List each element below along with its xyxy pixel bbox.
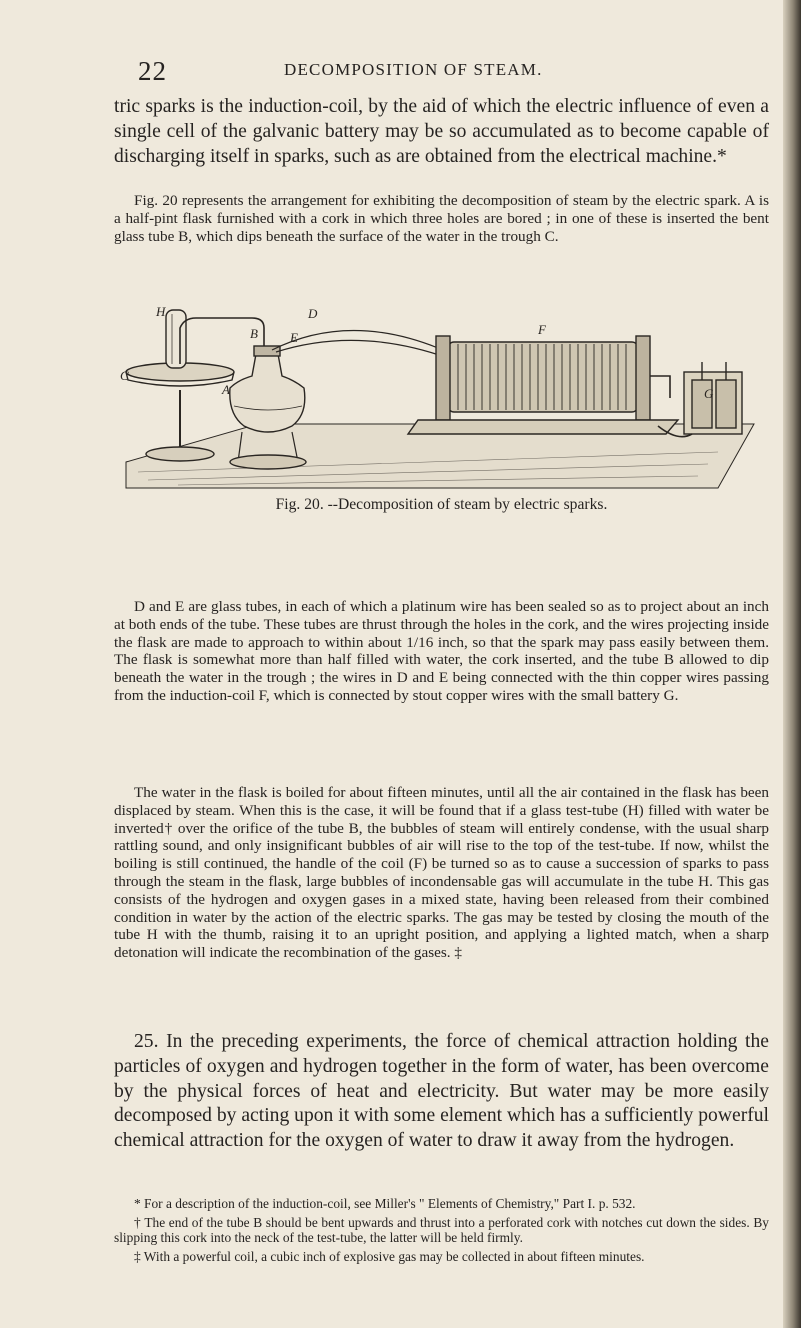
running-title: DECOMPOSITION OF STEAM.	[284, 60, 543, 79]
page-edge-shadow	[783, 0, 801, 1328]
paragraph-fig20-intro: Fig. 20 represents the arrangement for exhibiting the decomposition of steam by the electric spark. A is a half-pint flask furnished with a cork in which three holes are bored ; in one of these is inserted the bent glass tube B, which dips beneath the surface of the water in the trough C.	[114, 192, 769, 245]
paragraph-glass-tubes: D and E are glass tubes, in each of which a platinum wire has been sealed so as to project about an inch at both ends of the tube. These tubes are thrust through the holes in the cork, and the wires projecting inside the flask are made to approach to within about 1/16 inch, so that the spark may pass easily between them. The flask is somewhat more than half filled with water, the cork inserted, and the tube B allowed to dip beneath the water in the trough ; the wires in D and E being connected with the thin copper wires passing from the induction-coil F, which is connected by stout copper wires with the small battery G.	[114, 598, 769, 704]
page-header	[138, 56, 778, 86]
footnotes	[114, 1196, 769, 1264]
figure-label-c: C	[120, 368, 129, 383]
figure-label-h: H	[156, 304, 166, 319]
figure-label-f: F	[538, 322, 546, 337]
figure-20-drawing	[118, 302, 764, 490]
footnote-1: * For a description of the induction-coil, see Miller's " Elements of Chemistry," Part I. p. 532.	[134, 1196, 636, 1211]
footnote-2: † The end of the tube B should be bent upwards and thrust into a perforated cork with notches cut down the sides. By slipping this cork into the neck of the test-tube, the latter will be held firmly.	[114, 1214, 769, 1246]
footnote-3: ‡ With a powerful coil, a cubic inch of explosive gas may be collected in about fifteen minutes.	[134, 1248, 645, 1264]
figure-label-a: A	[222, 382, 230, 397]
paragraph-induction-coil: tric sparks is the induction-coil, by the aid of which the electric influence of even a single cell of the galvanic battery may be so accumulated as to become capable of discharging itself in sparks, such as are obtained from the electrical machine.*	[114, 96, 769, 167]
figure-caption: Fig. 20. --Decomposition of steam by electric sparks.	[275, 496, 608, 513]
paragraph-section-25: 25. In the preceding experiments, the force of chemical attraction holding the particles of oxygen and hydrogen together in the form of water, has been overcome by the physical forces of heat and electricity. But water may be more easily decomposed by acting upon it with some element which has a sufficiently powerful chemical attraction for the oxygen of water to draw it away from the hydrogen.	[114, 1031, 769, 1152]
page-number: 22	[138, 56, 167, 86]
figure-label-b: B	[250, 326, 258, 341]
figure-20-apparatus	[118, 302, 764, 490]
paragraph-boiling-experiment: The water in the flask is boiled for about fifteen minutes, until all the air contained in the flask has been displaced by steam. When this is the case, it will be found that if a glass test-tube (H) filled with water be inverted† over the orifice of the tube B, the bubbles of steam will entirely condense, with the usual sharp rattling sound, and only insignificant bubbles of air will rise to the top of the test-tube. If now, whilst the boiling is still continued, the handle of the coil (F) be turned so as to cause a succession of sparks to pass through the steam in the flask, large bubbles of incondensable gas will accumulate in the tube H. This gas consists of the hydrogen and oxygen gases in a mixed state, having been released from their combined condition in water by the action of the electric sparks. The gas may be tested by closing the mouth of the tube H with the thumb, raising it to an upright position, and applying a lighted match, when a sharp detonation will indicate the recombination of the gases. ‡	[114, 784, 769, 962]
figure-label-g: G	[704, 386, 714, 401]
figure-label-d: D	[308, 306, 318, 321]
figure-label-e: E	[290, 330, 298, 345]
